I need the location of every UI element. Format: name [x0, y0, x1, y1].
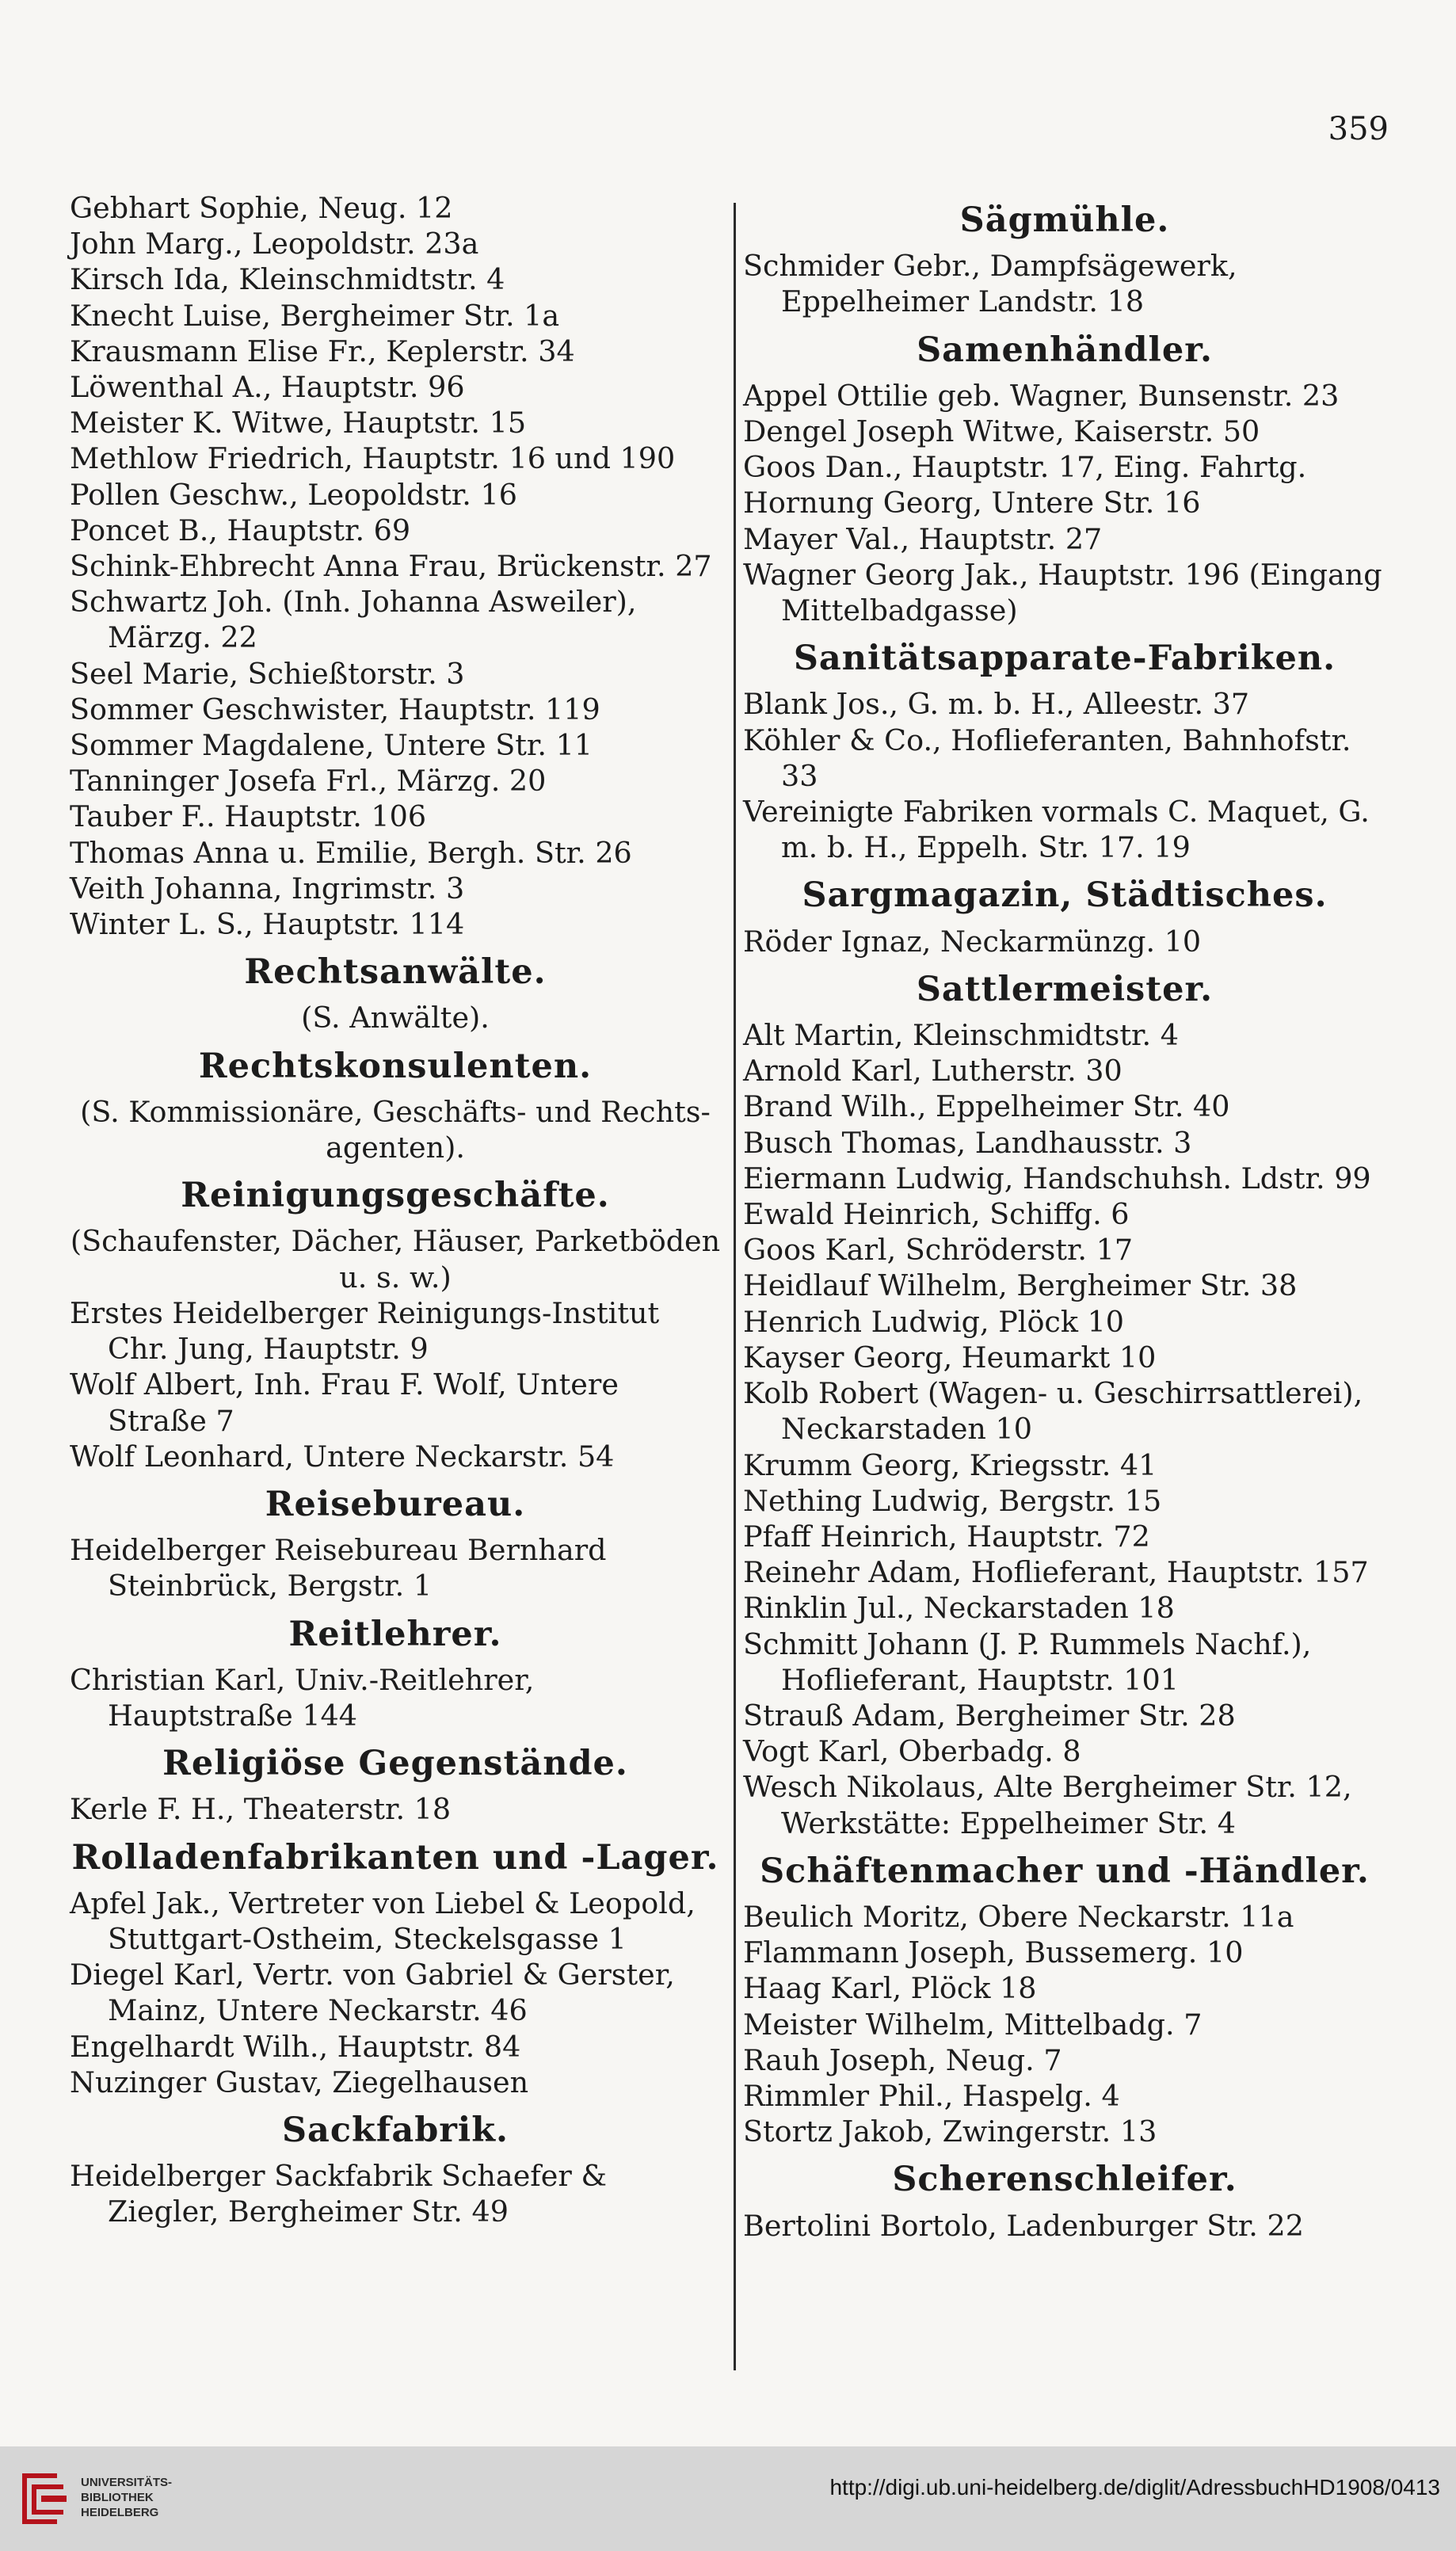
directory-entry: Flammann Joseph, Bussemerg. 10	[743, 1935, 1244, 1970]
section-heading: Sackfabrik.	[281, 2110, 509, 2150]
section-heading: Rolladenfabrikanten und -Lager.	[71, 1837, 719, 1878]
section-heading: Reinigungsgeschäfte.	[181, 1176, 610, 1216]
section-heading: Sanitätsapparate-Fabriken.	[793, 639, 1336, 679]
directory-entry: Schink-Ehbrecht Anna Frau, Brückenstr. 27	[70, 549, 712, 584]
directory-entry: Bertolini Bortolo, Ladenburger Str. 22	[743, 2208, 1304, 2243]
directory-entry: Erstes Heidelberger Reinigungs-Institut Chr. Jung, Hauptstr. 9	[70, 1295, 660, 1367]
directory-entry: Methlow Friedrich, Hauptstr. 16 und 190	[70, 441, 676, 476]
directory-entry: Winter L. S., Hauptstr. 114	[70, 907, 465, 942]
directory-entry: Nething Ludwig, Bergstr. 15	[743, 1483, 1162, 1518]
directory-entry: Tanninger Josefa Frl., Märzg. 20	[70, 764, 547, 799]
directory-entry: Vereinigte Fabriken vormals C. Maquet, G. m. b. H., Eppelh. Str. 17. 19	[743, 795, 1370, 865]
directory-entry: Heidelberger Reisebureau Bernhard Steinbrück, Bergstr. 1	[70, 1533, 607, 1603]
directory-entry: Heidlauf Wilhelm, Bergheimer Str. 38	[743, 1268, 1298, 1303]
directory-entry: Schwartz Joh. (Inh. Johanna Asweiler), Märzg. 22	[70, 585, 637, 655]
library-logo	[16, 2464, 198, 2535]
directory-entry: Meister K. Witwe, Hauptstr. 15	[70, 406, 527, 440]
source-url[interactable]: http://digi.ub.uni-heidelberg.de/diglit/AdressbuchHD1908/0413	[829, 2475, 1440, 2500]
section-heading: Samenhändler.	[917, 330, 1213, 370]
directory-entry: Hornung Georg, Untere Str. 16	[743, 486, 1201, 520]
library-seal-icon	[16, 2464, 73, 2534]
directory-entry: Goos Dan., Hauptstr. 17, Eing. Fahrtg.	[743, 450, 1307, 485]
directory-entry: Eiermann Ludwig, Handschuhsh. Ldstr. 99	[743, 1161, 1371, 1195]
library-name	[81, 2475, 172, 2520]
directory-entry: Veith Johanna, Ingrimstr. 3	[70, 871, 465, 906]
directory-entry: Haag Karl, Plöck 18	[743, 1971, 1037, 2006]
directory-entry: Löwenthal A., Hauptstr. 96	[70, 370, 465, 405]
directory-entry: Ewald Heinrich, Schiffg. 6	[743, 1197, 1130, 1232]
directory-entry: Pollen Geschw., Leopoldstr. 16	[70, 477, 517, 512]
section-heading: Scherenschleifer.	[892, 2160, 1237, 2200]
directory-entry: Wagner Georg Jak., Hauptstr. 196 (Eingang Mittelbadgasse)	[743, 557, 1382, 628]
directory-entry: Krausmann Elise Fr., Keplerstr. 34	[70, 334, 575, 368]
directory-entry: Köhler & Co., Hoflieferanten, Bahnhofstr. 33	[743, 723, 1351, 793]
directory-entry: Alt Martin, Kleinschmidtstr. 4	[743, 1018, 1179, 1053]
directory-entry: Stortz Jakob, Zwingerstr. 13	[743, 2114, 1157, 2149]
section-note: (Schaufenster, Dächer, Häuser, Parketböden u. s. w.)	[70, 1224, 721, 1295]
directory-entry: Christian Karl, Univ.-Reitlehrer, Hauptstraße 144	[70, 1662, 535, 1733]
directory-entry: Engelhardt Wilh., Hauptstr. 84	[70, 2029, 521, 2064]
section-note: (S. Kommissionäre, Geschäfts- und Rechts-agenten).	[80, 1094, 711, 1165]
directory-entry: Gebhart Sophie, Neug. 12	[70, 191, 453, 225]
directory-entry: Arnold Karl, Lutherstr. 30	[743, 1054, 1122, 1089]
directory-entry: Kayser Georg, Heumarkt 10	[743, 1340, 1157, 1375]
section-heading: Reitlehrer.	[288, 1614, 502, 1654]
section-heading: Schäftenmacher und -Händler.	[760, 1851, 1370, 1891]
logo-line: HEIDELBERG	[81, 2506, 159, 2519]
left-column	[70, 190, 721, 2230]
directory-entry: Thomas Anna u. Emilie, Bergh. Str. 26	[70, 835, 632, 870]
directory-entry: Sommer Geschwister, Hauptstr. 119	[70, 692, 600, 726]
directory-entry: Appel Ottilie geb. Wagner, Bunsenstr. 23	[743, 378, 1340, 413]
directory-entry: Seel Marie, Schießtorstr. 3	[70, 656, 465, 691]
directory-entry: Beulich Moritz, Obere Neckarstr. 11a	[743, 1899, 1294, 1934]
directory-entry: Mayer Val., Hauptstr. 27	[743, 521, 1103, 556]
directory-entry: Wolf Leonhard, Untere Neckarstr. 54	[70, 1439, 615, 1474]
directory-entry: Wesch Nikolaus, Alte Bergheimer Str. 12, Werkstätte: Eppelheimer Str. 4	[743, 1770, 1352, 1840]
column-divider	[734, 203, 736, 2370]
directory-entry: Sommer Magdalene, Untere Str. 11	[70, 728, 593, 763]
directory-entry: Rimmler Phil., Haspelg. 4	[743, 2078, 1120, 2113]
section-heading: Rechtsanwälte.	[244, 952, 547, 993]
directory-entry: Busch Thomas, Landhausstr. 3	[743, 1125, 1192, 1160]
directory-entry: Kirsch Ida, Kleinschmidtstr. 4	[70, 262, 505, 297]
section-heading: Religiöse Gegenstände.	[162, 1744, 628, 1784]
directory-entry: Knecht Luise, Bergheimer Str. 1a	[70, 298, 560, 333]
directory-entry: Krumm Georg, Kriegsstr. 41	[743, 1447, 1157, 1482]
directory-entry: Brand Wilh., Eppelheimer Str. 40	[743, 1089, 1230, 1124]
footer-bar	[0, 2446, 1456, 2551]
directory-entry: Schmider Gebr., Dampfsägewerk, Eppelheimer Landstr. 18	[743, 249, 1237, 319]
directory-entry: Heidelberger Sackfabrik Schaefer & Ziegler, Bergheimer Str. 49	[70, 2159, 607, 2229]
page-number: 359	[1328, 111, 1389, 147]
directory-entry: Kolb Robert (Wagen- u. Geschirrsattlerei), Neckarstaden 10	[743, 1376, 1363, 1447]
directory-entry: Schmitt Johann (J. P. Rummels Nachf.), Hoflieferant, Hauptstr. 101	[743, 1626, 1312, 1697]
directory-entry: Kerle F. H., Theaterstr. 18	[70, 1792, 452, 1827]
directory-entry: Tauber F.. Hauptstr. 106	[70, 799, 427, 834]
section-heading: Rechtskonsulenten.	[198, 1046, 593, 1086]
section-heading: Reisebureau.	[265, 1484, 526, 1524]
directory-entry: Apfel Jak., Vertreter von Liebel & Leopold, Stuttgart-Ostheim, Steckelsgasse 1	[70, 1886, 696, 1956]
logo-line: UNIVERSITÄTS-	[81, 2476, 173, 2489]
directory-entry: Vogt Karl, Oberbadg. 8	[743, 1734, 1081, 1769]
directory-entry: John Marg., Leopoldstr. 23a	[70, 227, 479, 261]
section-heading: Sattlermeister.	[916, 969, 1214, 1009]
directory-entry: Wolf Albert, Inh. Frau F. Wolf, Untere Straße 7	[70, 1367, 619, 1438]
directory-entry: Poncet B., Hauptstr. 69	[70, 513, 411, 547]
section-heading: Sägmühle.	[959, 200, 1170, 240]
directory-entry: Reinehr Adam, Hoflieferant, Hauptstr. 157	[743, 1555, 1369, 1590]
right-column	[743, 190, 1386, 2244]
directory-entry: Pfaff Heinrich, Hauptstr. 72	[743, 1519, 1150, 1554]
directory-entry: Rauh Joseph, Neug. 7	[743, 2042, 1062, 2077]
directory-entry: Dengel Joseph Witwe, Kaiserstr. 50	[743, 414, 1260, 449]
section-note: (S. Anwälte).	[301, 1001, 490, 1035]
directory-entry: Henrich Ludwig, Plöck 10	[743, 1304, 1125, 1339]
directory-entry: Blank Jos., G. m. b. H., Alleestr. 37	[743, 687, 1250, 722]
directory-entry: Meister Wilhelm, Mittelbadg. 7	[743, 2007, 1203, 2042]
directory-entry: Rinklin Jul., Neckarstaden 18	[743, 1591, 1175, 1626]
directory-entry: Strauß Adam, Bergheimer Str. 28	[743, 1698, 1236, 1733]
section-heading: Sargmagazin, Städtisches.	[802, 875, 1328, 916]
logo-line: BIBLIOTHEK	[81, 2491, 154, 2504]
directory-entry: Nuzinger Gustav, Ziegelhausen	[70, 2065, 529, 2099]
directory-entry: Diegel Karl, Vertr. von Gabriel & Gerster, Mainz, Untere Neckarstr. 46	[70, 1958, 675, 2028]
directory-entry: Röder Ignaz, Neckarmünzg. 10	[743, 924, 1202, 959]
directory-entry: Goos Karl, Schröderstr. 17	[743, 1233, 1134, 1268]
